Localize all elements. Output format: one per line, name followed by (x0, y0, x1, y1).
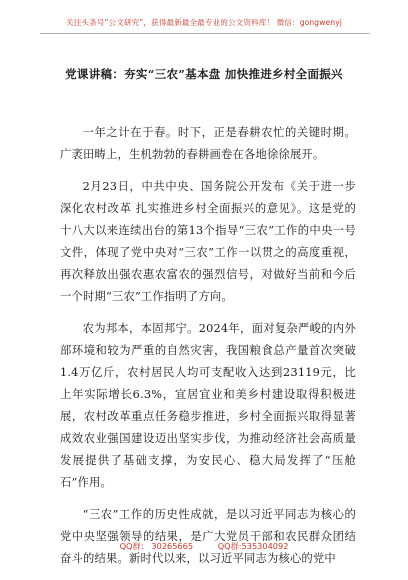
document-title: 党课讲稿：夯实“三农”基本盘 加快推进乡村全面振兴 (65, 67, 343, 81)
paragraph: 一年之计在于春。时下，正是春耕农忙的关键时期。广袤田畴上，生机勃勃的春耕画卷在各地徐徐展开。 (60, 126, 356, 161)
footer-contacts (0, 541, 408, 552)
header-note: 关注头条号“公文研究”，获得最新最全最专业的公文资料库！ 微信：gongwenyj (66, 18, 342, 27)
document-body (60, 122, 356, 580)
footer-qq-group-2: QQ群:535304092 (217, 541, 289, 551)
paragraph: 2月23日，中共中央、国务院公开发布《关于进一步深化农村改革 扎实推进乡村全面振兴的意见》。这是党的十八大以来连续出台的第13个指导“三农”工作的中央一号文件，体现了党中央对“三农”工作一以贯之的高度重视，再次释放出强农惠农富农的强烈信号，对做好当前和今后一个时期“三农”工作指明了方向。 (60, 180, 356, 303)
paragraph: 农为邦本，本固邦宁。2024年，面对复杂严峻的内外部环境和较为严重的自然灾害，我国粮食总产量首次突破1.4万亿斤，农村居民人均可支配收入达到23119元，比上年实际增长6.3%，宜居宜业和美乡村建设取得积极进展，农村改革重点任务稳步推进，乡村全面振兴取得显著成效农业强国建设迈出坚实步伐，为推动经济社会高质量发展提供了基础支撑，为安民心、稳大局发挥了“压舱石”作用。 (60, 322, 356, 489)
header-divider (40, 33, 370, 34)
paragraph: “三农”工作的历史性成就，是以习近平同志为核心的党中央坚强领导的结果，是广大党员干部和农民群众团结奋斗的结果。新时代以来，以习近平同志为核心的党中 (60, 508, 356, 565)
footer-qq-group-1: QQ群： 30265665 (119, 541, 194, 551)
